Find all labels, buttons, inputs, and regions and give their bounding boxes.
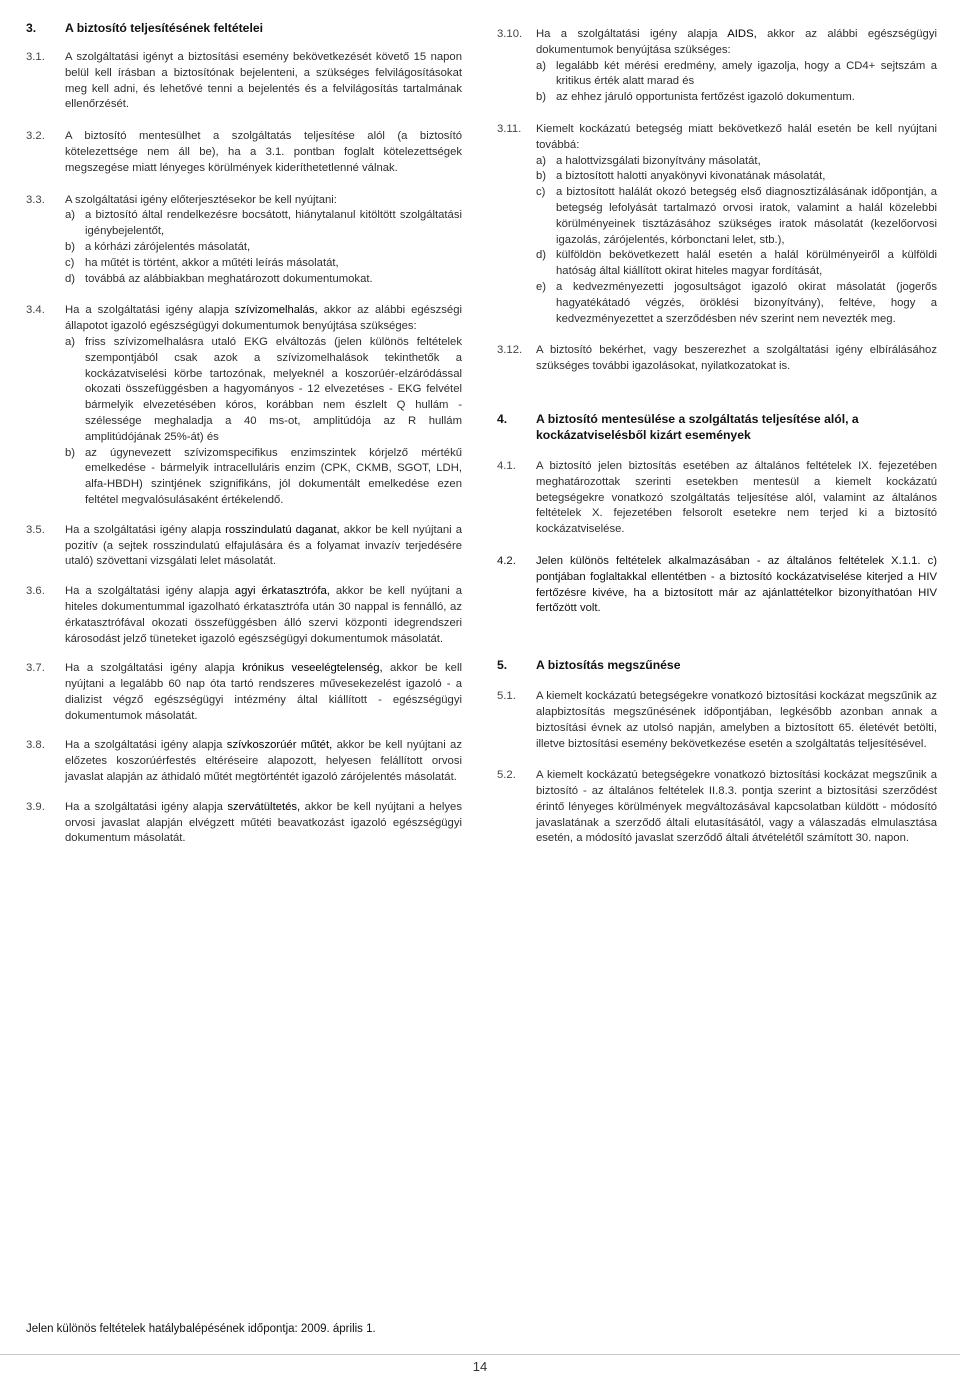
list-item — [65, 446, 462, 509]
section-number: 5. — [497, 658, 508, 673]
list-item — [536, 154, 937, 170]
section-4-heading — [497, 411, 937, 443]
clause-number: 3.1. — [26, 51, 45, 63]
clause-text-post: akkor be kell nyújtani a pozitív (a sejtek rosszindulatú elfajulására és a folyamat invazív terjedésére utaló) szövettani vizsgálati lelet másolatát. — [65, 523, 462, 568]
clause-text — [65, 800, 462, 847]
list-marker: b) — [65, 240, 76, 253]
list-marker: b) — [536, 170, 547, 183]
clause-text-post: akkor be kell nyújtani az előzetes koszorúérfestés eltéréseire alapozott, helyesen felállított orvosi javaslat alapján az áthidaló műtét megtörténtét igazoló zárójelentés másolatát. — [65, 739, 462, 784]
list-marker: c) — [65, 256, 75, 269]
list-marker: b) — [536, 91, 547, 104]
condition-name: szívkoszorúér műtét, — [226, 739, 333, 752]
clause-text-post: akkor be kell nyújtani a helyes orvosi javaslat alapján elvégzett műtéti beavatkozást igazoló egészségügyi dokumentum másolatát. — [65, 800, 462, 845]
list-marker: e) — [536, 280, 547, 293]
list-text: a halottvizsgálati bizonyítvány másolatát, — [556, 154, 761, 167]
clause-text-pre: Ha a szolgáltatási igény alapja — [65, 800, 228, 813]
clause-3-8 — [26, 738, 462, 785]
clause-text-post: akkor az alábbi egészségi állapotot igazoló egészségügyi dokumentumok benyújtása szükséges: — [65, 304, 462, 333]
clause-number: 3.5. — [26, 523, 45, 536]
clause-3-5 — [26, 523, 462, 570]
clause-body — [536, 27, 937, 106]
clause-3-9 — [26, 800, 462, 847]
clause-text-post: akkor be kell nyújtani a hiteles dokumentummal igazolható érkatasztrófa után 30 nappal is fennálló, az érkatasztrófával okozati összefüggésben álló szervi központi idegrendszeri károsodást jelző tüneteket igazoló egészségügyi dokumentumok másolatát. — [65, 585, 462, 645]
clause-4-2 — [497, 554, 937, 617]
clause-4-1 — [497, 459, 937, 538]
requirement-list — [536, 59, 937, 106]
clause-number: 3.4. — [26, 304, 45, 317]
list-text: az úgynevezett szívizomspecifikus enzimszintek kórjelző mértékű emelkedése - bármelyik intracelluláris enzim (CPK, CKMB, SGOT, LDH, alfa-HBDH) szintjének szignifikáns, jól dokumentált emelkedése ezen feltétel megvalósulásaként értékelendő. — [85, 446, 462, 506]
clause-body — [65, 303, 462, 508]
clause-number: 4.1. — [497, 459, 516, 472]
clause-text: Kiemelt kockázatú betegség miatt bekövetkező halál esetén be kell nyújtani továbbá: — [536, 122, 937, 151]
clause-number: 3.11. — [497, 122, 522, 135]
list-item — [536, 59, 937, 91]
clause-3-12 — [497, 343, 937, 375]
requirement-list — [536, 154, 937, 328]
clause-text: A szolgáltatási igény előterjesztésekor be kell nyújtani: — [65, 193, 337, 206]
list-text: továbbá az alábbiakban meghatározott dokumentumokat. — [85, 272, 373, 285]
clause-number: 3.3. — [26, 193, 45, 206]
list-item — [536, 169, 937, 185]
page-divider — [0, 1354, 960, 1355]
section-number: 4. — [497, 411, 508, 426]
condition-name: rosszindulatú daganat, — [225, 523, 340, 536]
list-text: a biztosított halotti anyakönyvi kivonatának másolatát, — [556, 170, 826, 183]
clause-text-post: akkor az alábbi egészségügyi dokumentumok benyújtása szükséges: — [536, 28, 937, 56]
clause-text — [65, 523, 462, 570]
requirement-list — [65, 335, 462, 509]
clause-number: 3.7. — [26, 662, 45, 675]
clause-3-4 — [26, 303, 462, 508]
clause-3-10 — [497, 27, 937, 106]
clause-text-pre: Ha a szolgáltatási igény alapja — [65, 304, 235, 317]
list-marker: c) — [536, 186, 546, 199]
clause-text: A biztosító jelen biztosítás esetében az általános feltételek IX. fejezetében meghatározottak szerinti esetekben mentesül a kiemelt kockázatú betegségekre vonatkozó szolgáltatás teljesítése alól, valamint az általános feltételek X. fejezetében felsorolt esetekre nem terjed ki a biztosító kockázatviselése. — [536, 459, 937, 536]
section-title: A biztosítás megszűnése — [536, 658, 681, 673]
list-item — [536, 248, 937, 280]
condition-name: AIDS, — [727, 28, 757, 40]
clause-text — [65, 661, 462, 724]
section-title: A biztosító mentesülése a szolgáltatás teljesítése alól, a kockázatviselésből kizárt események — [536, 411, 859, 442]
clause-3-11 — [497, 122, 937, 327]
list-item — [536, 280, 937, 327]
list-item — [536, 90, 937, 106]
list-item — [65, 208, 462, 240]
clause-5-1 — [497, 689, 937, 752]
requirement-list — [65, 208, 462, 287]
list-marker: a) — [536, 59, 547, 72]
clause-text: A biztosító mentesülhet a szolgáltatás teljesítése alól (a biztosító kötelezettsége nem áll be), ha a 3.1. pontban foglalt kötelezettségek megszegése miatt lényeges körülmények kideríthetetlenné válnak. — [65, 130, 462, 174]
clause-number: 5.1. — [497, 690, 516, 703]
list-marker: d) — [536, 249, 547, 262]
condition-name: szervátültetés, — [227, 800, 301, 813]
list-text: legalább két mérési eredmény, amely igazolja, hogy a CD4+ sejtszám a kritikus érték alatt marad és — [556, 59, 937, 88]
clause-number: 3.12. — [497, 344, 523, 357]
page-number: 14 — [472, 1359, 488, 1374]
list-item — [65, 256, 462, 272]
list-marker: a) — [65, 209, 76, 222]
section-5-heading — [497, 657, 937, 673]
clause-text-pre: Ha a szolgáltatási igény alapja — [65, 523, 226, 536]
clause-3-3 — [26, 193, 462, 288]
clause-text-pre: Ha a szolgáltatási igény alapja — [65, 739, 227, 752]
clause-number: 3.10. — [497, 28, 523, 40]
list-text: külföldön bekövetkezett halál esetén a halál körülményeiről a külföldi hatóság által kiállított okirat hiteles magyar fordítását, — [556, 249, 937, 278]
footer-note: Jelen különös feltételek hatálybalépésének időpontja: 2009. április 1. — [26, 1323, 376, 1335]
section-number: 3. — [26, 21, 37, 35]
clause-number: 3.6. — [26, 585, 45, 598]
right-column — [497, 27, 937, 847]
clause-5-2 — [497, 768, 937, 847]
condition-name: krónikus veseelégtelenség, — [242, 662, 383, 675]
clause-number: 3.2. — [26, 130, 45, 143]
list-item — [536, 185, 937, 248]
clause-body — [536, 122, 937, 327]
clause-number: 3.8. — [26, 739, 45, 752]
list-item — [65, 335, 462, 446]
clause-text-pre: Ha a szolgáltatási igény alapja — [65, 585, 235, 598]
list-text: a kórházi zárójelentés másolatát, — [85, 240, 251, 253]
clause-text — [65, 738, 462, 785]
list-text: a kedvezményezetti jogosultságot igazoló okirat másolatát (jogerős hagyatékátadó végzés, öröklési bizonyítvány), feltéve, hogy a kedvezményezettet a szerződésben név szerint nem nevezték meg. — [556, 280, 937, 325]
clause-text-pre: Ha a szolgáltatási igény alapja — [536, 28, 728, 40]
section-3-heading — [26, 20, 462, 36]
clause-text — [65, 584, 462, 647]
list-item — [65, 240, 462, 256]
clause-3-7 — [26, 661, 462, 724]
list-text: ha műtét is történt, akkor a műtéti leírás másolatát, — [85, 256, 339, 269]
condition-name: agyi érkatasztrófa, — [234, 585, 330, 598]
list-item — [65, 272, 462, 288]
clause-3-2 — [26, 129, 462, 176]
clause-text-post: akkor be kell nyújtani a legalább 60 nap óta tartó rendszeres művesekezelést igazoló - a dializist végző egészségügyi intézmény által kiállított - egészségügyi dokumentumok másolatát. — [65, 662, 462, 722]
list-marker: d) — [65, 272, 76, 285]
clause-text: Jelen különös feltételek alkalmazásában - az általános feltételek X.1.1. c) pontjában foglaltakkal ellentétben - a biztosító kockázatviselése kiterjed a HIV fertőzésre kivéve, ha a biztosított már az ajánlattételkor bizonyíthatóan HIV fertőzött volt. — [536, 554, 937, 615]
clause-body — [65, 193, 462, 288]
condition-name: szívizomelhalás, — [234, 304, 318, 317]
list-text: friss szívizomelhalásra utaló EKG elváltozás (jelen különös feltételek szempontjából csak azok a szívizomelhalások tekinthetők a kockázatviselési körbe tartozónak, melyeknél a koszorúér-elzáródással okozati összefüggésben a hagyományos - 12 elvezetéses - EKG felvétel bármelyik elvezetésében kóros, korábban nem észlelt Q hullám - szélessége meghaladja a 40 ms-ot, amplitúdója az R hullám amplitúdójának 25%-át) és — [85, 335, 462, 443]
left-column — [26, 20, 462, 847]
list-marker: a) — [536, 154, 547, 167]
clause-3-1 — [26, 50, 462, 113]
clause-3-6 — [26, 584, 462, 647]
clause-text: A kiemelt kockázatú betegségekre vonatkozó biztosítási kockázat megszűnik az alapbiztosítás megszűnésének időpontjában, legkésőbb azonban annak a biztosítási évnek az utolsó napján, amelyben a biztosított 65. életévét betölti, illetve biztosítási esemény bekövetkezése esetén a szolgáltatás teljesítésével. — [536, 690, 937, 750]
section-title: A biztosító teljesítésének feltételei — [65, 21, 263, 35]
clause-text — [65, 303, 462, 335]
list-text: az ehhez járuló opportunista fertőzést igazoló dokumentum. — [556, 91, 855, 104]
clause-text: A biztosító bekérhet, vagy beszerezhet a szolgáltatási igény elbírálásához szükséges további igazolásokat, nyilatkozatokat is. — [536, 344, 937, 373]
clause-text: A szolgáltatási igényt a biztosítási esemény bekövetkezését követő 15 napon belül kell írásban a biztosítónak bejelenteni, a szükséges felvilágosításokat meg kell adni, és lehetővé tenni a bejelentés és a felvilágosítás tartalmának ellenőrzését. — [65, 51, 462, 111]
list-text: a biztosított halálát okozó betegség első diagnosztizálásának időpontján, a betegség lefolyását tartalmazó orvosi iratok, valamint a halál közelebbi körülményeinek tisztázásához szükséges iratok másolatát (kezelőorvosi igazolás, zárójelentés, kórbonctani lelet, stb.), — [556, 186, 937, 246]
clause-number: 4.2. — [497, 554, 516, 567]
list-marker: b) — [65, 446, 76, 459]
clause-number: 5.2. — [497, 769, 516, 782]
clause-text-pre: Ha a szolgáltatási igény alapja — [65, 662, 243, 675]
clause-number: 3.9. — [26, 800, 45, 813]
clause-text — [536, 27, 937, 59]
clause-text: A kiemelt kockázatú betegségekre vonatkozó biztosítási kockázat megszűnik a biztosító - az általános feltételek II.8.3. pontja szerint a biztosítási szerződést érintő lényeges körülmények megváltozásával kapcsolatban küldött - módosító javaslatának a szerződő általi elutasításától, vagy a válaszadás elmulasztása esetén, a módosító javaslat szerződő általi átvételétől számított 30. napon. — [536, 769, 937, 845]
list-text: a biztosító által rendelkezésre bocsátott, hiánytalanul kitöltött szolgáltatási igénybejelentőt, — [85, 209, 462, 238]
list-marker: a) — [65, 335, 76, 348]
